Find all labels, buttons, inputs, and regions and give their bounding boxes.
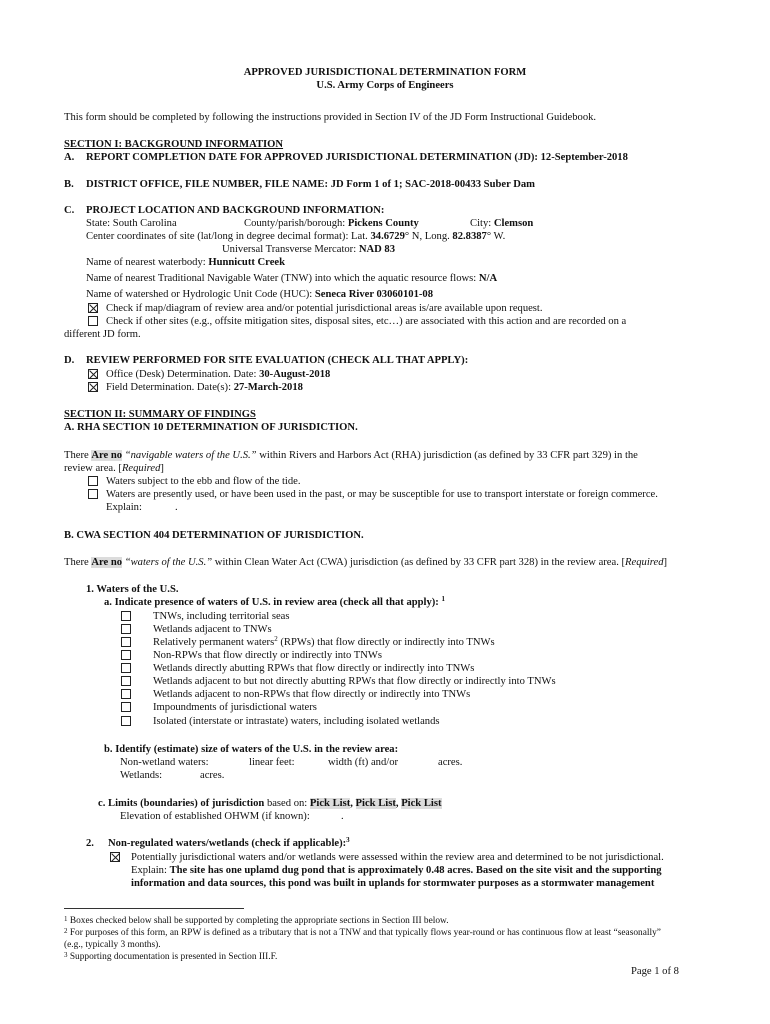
nonwetland-label: Non-wetland waters: <box>120 757 209 768</box>
waterbody-value: Hunnicutt Creek <box>208 257 285 268</box>
tnw-row <box>86 272 497 285</box>
pick-list-2-dropdown[interactable]: Pick List <box>355 798 396 809</box>
district-value: JD Form 1 of 1; SAC-2018-00433 Suber Dam <box>330 179 535 190</box>
intro-text: This form should be completed by following the instructions provided in Section IV of the JD Form Instructional Guidebook. <box>64 112 597 123</box>
footnote-2-text: For purposes of this form, an RPW is defined as a tributary that is not a TNW and that typically flows year-round or has continuous flow at least “seasonally” <box>69 928 661 938</box>
coordinates-label: Center coordinates of site (lat/long in degree decimal format): Lat. <box>86 231 368 242</box>
non-jurisdictional-explain-label: Explain: <box>131 865 167 876</box>
report-date-label: REPORT COMPLETION DATE FOR APPROVED JURISDICTIONAL DETERMINATION (JD): <box>86 152 538 163</box>
non-jurisdictional-label: Potentially jurisdictional waters and/or wetlands were assessed within the review area and determined to be not jurisdictional. <box>131 852 664 863</box>
commerce-waters-label: Waters are presently used, or have been used in the past, or may be susceptible for use to transport interstate or foreign commerce. <box>106 489 658 500</box>
water-type-checkbox[interactable] <box>121 611 131 621</box>
nonwetland-acres-label: acres. <box>438 757 463 768</box>
limits-label: c. Limits (boundaries) of jurisdiction <box>98 798 265 809</box>
project-location-heading: PROJECT LOCATION AND BACKGROUND INFORMATION: <box>86 205 385 216</box>
footnote-3-text: Supporting documentation is presented in Section III.F. <box>69 952 278 962</box>
tidal-waters-checkbox[interactable] <box>88 476 98 486</box>
office-determination-date: 30-August-2018 <box>259 369 331 380</box>
identify-size-item: b. Identify (estimate) size of waters of the U.S. in the review area: <box>104 744 399 755</box>
footnote-1-marker: 1 <box>64 915 68 923</box>
report-date-value: 12-September-2018 <box>540 152 628 163</box>
other-sites-checkbox[interactable] <box>88 316 98 326</box>
water-type-checkbox[interactable] <box>121 637 131 647</box>
form-subtitle: U.S. Army Corps of Engineers <box>316 80 454 91</box>
other-sites-label: Check if other sites (e.g., offsite mitigation sites, disposal sites, etc…) are associated with this action and are recorded on a <box>106 316 627 327</box>
footnote-1 <box>64 916 449 927</box>
field-determination-label: Field Determination. Date(s): <box>106 382 232 393</box>
huc-label: Name of watershed or Hydrologic Unit Code (HUC): <box>86 289 313 300</box>
non-regulated-num: 2. <box>86 838 94 849</box>
city-label: City: <box>470 218 492 229</box>
longitude-value: 82.8387 <box>452 231 487 242</box>
width-label: width (ft) and/or <box>328 757 399 768</box>
water-type-label: Wetlands adjacent to non-RPWs that flow directly or indirectly into TNWs <box>153 689 471 700</box>
indicate-presence-item <box>104 596 445 609</box>
footnote-1-text: Boxes checked below shall be supported by completing the appropriate sections in Section III below. <box>69 916 449 926</box>
map-available-label: Check if map/diagram of review area and/or potential jurisdictional areas is/are available upon request. <box>106 303 543 314</box>
field-determination-checkbox[interactable] <box>88 382 98 392</box>
limits-based-on: based on: <box>266 798 308 809</box>
rha-statement-italic: “navigable waters of the U.S.” <box>124 450 257 461</box>
non-jurisdictional-explain-cont[interactable]: information and data sources, this pond was built in uplands for stormwater purposes as a stormwater management <box>131 878 655 889</box>
rha-choice-dropdown[interactable]: Are no <box>91 450 123 461</box>
page-number: Page 1 of 8 <box>631 966 679 977</box>
section1-c-letter: C. <box>64 205 75 216</box>
cwa-choice-dropdown[interactable]: Are no <box>91 557 123 568</box>
cwa-close: ] <box>663 557 668 568</box>
state-label: State: <box>86 218 111 229</box>
rpw-label: Relatively permanent waters <box>153 637 275 648</box>
latitude-value: 34.6729 <box>370 231 405 242</box>
non-jurisdictional-explain <box>131 864 662 877</box>
review-performed-heading: REVIEW PERFORMED FOR SITE EVALUATION (CHECK ALL THAT APPLY): <box>86 355 469 366</box>
water-type-checkbox[interactable] <box>121 716 131 726</box>
coordinates-row <box>86 230 505 243</box>
water-type-label: TNWs, including territorial seas <box>153 611 290 622</box>
non-regulated-text: Non-regulated waters/wetlands (check if applicable): <box>108 838 347 849</box>
water-type-label: Wetlands directly abutting RPWs that flow directly or indirectly into TNWs <box>153 663 475 674</box>
longitude-label: Long. <box>424 231 450 242</box>
non-jurisdictional-checkbox[interactable] <box>110 852 120 862</box>
tidal-waters-label: Waters subject to the ebb and flow of the tide. <box>106 476 301 487</box>
rha-close: ] <box>160 463 164 474</box>
office-determination-label: Office (Desk) Determination. Date: <box>106 369 257 380</box>
water-type-checkbox[interactable] <box>121 702 131 712</box>
rha-cont-text: review area. [ <box>64 463 122 474</box>
footnote-ref-3: 3 <box>346 836 350 844</box>
water-type-label: Wetlands adjacent to TNWs <box>153 624 272 635</box>
rha-heading: A. RHA SECTION 10 DETERMINATION OF JURISDICTION. <box>64 422 358 433</box>
footnote-divider <box>64 908 244 909</box>
water-type-checkbox[interactable] <box>121 689 131 699</box>
rha-explain-value[interactable]: . <box>175 502 178 513</box>
field-determination-row <box>106 381 303 394</box>
water-type-checkbox[interactable] <box>121 676 131 686</box>
footnote-2-marker: 2 <box>64 927 68 935</box>
rpw-label-tail: (RPWs) that flow directly or indirectly into TNWs <box>277 637 495 648</box>
section1-a-letter: A. <box>64 152 75 163</box>
huc-value: Seneca River 03060101-08 <box>314 289 433 300</box>
longitude-unit: ° W. <box>486 231 506 242</box>
latitude-unit: ° N, <box>404 231 423 242</box>
district-label: DISTRICT OFFICE, FILE NUMBER, FILE NAME: <box>86 179 329 190</box>
county-row <box>244 217 419 230</box>
rha-required: Required <box>121 463 161 474</box>
footnote-2 <box>64 928 661 939</box>
commerce-waters-checkbox[interactable] <box>88 489 98 499</box>
non-jurisdictional-explain-text[interactable]: The site has one uplamd dug pond that is approximately 0.48 acres. Based on the site visit and the supporting <box>169 865 662 876</box>
water-type-label: Wetlands adjacent to but not directly abutting RPWs that flow directly or indirectly into TNWs <box>153 676 556 687</box>
linear-feet-label: linear feet: <box>249 757 295 768</box>
water-type-checkbox[interactable] <box>121 650 131 660</box>
state-row <box>86 217 177 230</box>
tnw-value: N/A <box>478 273 498 284</box>
utm-label: Universal Transverse Mercator: <box>222 244 357 255</box>
cwa-statement-italic: “waters of the U.S.” <box>124 557 213 568</box>
office-determination-checkbox[interactable] <box>88 369 98 379</box>
county-value: Pickens County <box>347 218 419 229</box>
cwa-statement-pre: There <box>64 557 89 568</box>
huc-row <box>86 288 433 301</box>
water-type-label: Impoundments of jurisdictional waters <box>153 702 317 713</box>
water-type-label-rpw <box>153 636 495 649</box>
section1-b <box>86 178 535 191</box>
pick-list-3-dropdown[interactable]: Pick List <box>401 798 442 809</box>
waterbody-row <box>86 256 285 269</box>
section1-heading: SECTION I: BACKGROUND INFORMATION <box>64 139 284 150</box>
section1-d-letter: D. <box>64 355 75 366</box>
rha-statement-pre: There <box>64 450 89 461</box>
other-sites-label-cont: different JD form. <box>64 329 141 340</box>
cwa-heading: B. CWA SECTION 404 DETERMINATION OF JURISDICTION. <box>64 530 364 541</box>
footnote-ref-2: 2 <box>274 635 278 643</box>
rha-statement-post: within Rivers and Harbors Act (RHA) jurisdiction (as defined by 33 CFR part 329) in the <box>259 450 638 461</box>
office-determination-row <box>106 368 330 381</box>
non-regulated-item <box>108 837 350 850</box>
waterbody-label: Name of nearest waterbody: <box>86 257 206 268</box>
water-type-checkbox[interactable] <box>121 663 131 673</box>
rha-explain-label: Explain: <box>106 502 142 513</box>
wetlands-acres-label: acres. <box>200 770 225 781</box>
limits-item: c. Limits (boundaries) of jurisdiction based on: Pick List, Pick List, Pick List <box>98 798 442 809</box>
water-type-label: Isolated (interstate or intrastate) waters, including isolated wetlands <box>153 716 440 727</box>
footnote-3-marker: 3 <box>64 951 68 959</box>
rha-statement <box>64 449 638 462</box>
water-type-checkbox[interactable] <box>121 624 131 634</box>
cwa-statement <box>64 556 667 569</box>
form-title: APPROVED JURISDICTIONAL DETERMINATION FORM <box>243 67 527 78</box>
ohwm-value[interactable]: . <box>341 811 344 822</box>
water-type-label: Non-RPWs that flow directly or indirectly into TNWs <box>153 650 383 661</box>
tnw-label: Name of nearest Traditional Navigable Water (TNW) into which the aquatic resource flows: <box>86 273 477 284</box>
waters-of-us-item: 1. Waters of the U.S. <box>86 584 179 595</box>
indicate-presence-text: a. Indicate presence of waters of U.S. in review area (check all that apply): <box>104 597 439 608</box>
ohwm-label: Elevation of established OHWM (if known): <box>120 811 310 822</box>
wetlands-label: Wetlands: <box>120 770 163 781</box>
section2-heading: SECTION II: SUMMARY OF FINDINGS <box>64 409 256 420</box>
map-available-checkbox[interactable] <box>88 303 98 313</box>
footnote-3 <box>64 952 277 963</box>
cwa-statement-post: within Clean Water Act (CWA) jurisdiction (as defined by 33 CFR part 328) in the review area. [ <box>214 557 626 568</box>
city-value: Clemson <box>493 218 534 229</box>
utm-value: NAD 83 <box>358 244 396 255</box>
cwa-required: Required <box>625 557 664 568</box>
footnote-ref-1: 1 <box>441 595 445 603</box>
field-determination-date: 27-March-2018 <box>233 382 303 393</box>
county-label: County/parish/borough: <box>244 218 346 229</box>
section1-a <box>86 151 628 164</box>
footnote-2-cont: (e.g., typically 3 months). <box>64 940 161 950</box>
section1-b-letter: B. <box>64 179 74 190</box>
pick-list-1-dropdown[interactable]: Pick List <box>309 798 351 809</box>
city-row <box>470 217 533 230</box>
rha-statement-cont <box>64 462 164 475</box>
utm-row <box>222 243 395 256</box>
state-value: South Carolina <box>112 218 177 229</box>
